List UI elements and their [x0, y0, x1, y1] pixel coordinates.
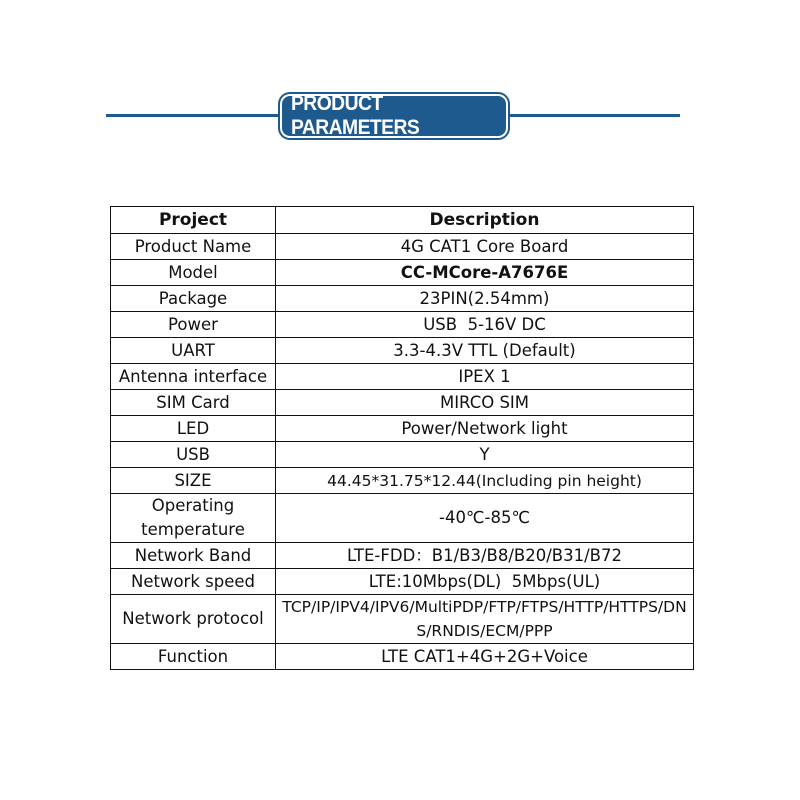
section-title-banner	[282, 92, 506, 139]
section-title: PRODUCT PARAMETERS	[290, 92, 420, 139]
column-header-description: Description	[276, 207, 694, 234]
table-row	[111, 595, 694, 644]
row-label: USB	[111, 442, 276, 468]
row-value: Power/Network light	[276, 416, 694, 442]
table-header-row	[111, 207, 694, 234]
table-row	[111, 234, 694, 260]
row-label: Power	[111, 312, 276, 338]
row-label: Network speed	[111, 569, 276, 595]
table-row	[111, 543, 694, 569]
row-value: LTE:10Mbps(DL) 5Mbps(UL)	[276, 569, 694, 595]
table-row	[111, 260, 694, 286]
row-value: 4G CAT1 Core Board	[276, 234, 694, 260]
row-value: 44.45*31.75*12.44(Including pin height)	[276, 468, 694, 494]
row-label: Operating temperature	[111, 494, 276, 543]
row-value: CC-MCore-A7676E	[276, 260, 694, 286]
row-value: LTE CAT1+4G+2G+Voice	[276, 644, 694, 670]
column-header-project: Project	[111, 207, 276, 234]
table-row	[111, 416, 694, 442]
row-value: TCP/IP/IPV4/IPV6/MultiPDP/FTP/FTPS/HTTP/HTTPS/DNS/RNDIS/ECM/PPP	[276, 595, 694, 644]
row-label: Function	[111, 644, 276, 670]
row-label: Antenna interface	[111, 364, 276, 390]
row-label: UART	[111, 338, 276, 364]
row-label: SIM Card	[111, 390, 276, 416]
table-row	[111, 312, 694, 338]
row-label: Model	[111, 260, 276, 286]
row-value: -40℃-85℃	[276, 494, 694, 543]
row-label: Network protocol	[111, 595, 276, 644]
row-label: Package	[111, 286, 276, 312]
row-value: LTE-FDD：B1/B3/B8/B20/B31/B72	[276, 543, 694, 569]
row-value: 3.3-4.3V TTL (Default)	[276, 338, 694, 364]
table-row	[111, 442, 694, 468]
row-label: Network Band	[111, 543, 276, 569]
table-row	[111, 569, 694, 595]
row-value: Y	[276, 442, 694, 468]
row-value: 23PIN(2.54mm)	[276, 286, 694, 312]
table-row	[111, 644, 694, 670]
row-label: SIZE	[111, 468, 276, 494]
row-value: IPEX 1	[276, 364, 694, 390]
row-label: Product Name	[111, 234, 276, 260]
row-label: LED	[111, 416, 276, 442]
table-row	[111, 390, 694, 416]
table-row	[111, 364, 694, 390]
table-row	[111, 338, 694, 364]
table-row	[111, 494, 694, 543]
product-parameters-table	[110, 206, 694, 670]
table-row	[111, 468, 694, 494]
row-value: USB 5-16V DC	[276, 312, 694, 338]
table-row	[111, 286, 694, 312]
row-value: MIRCO SIM	[276, 390, 694, 416]
